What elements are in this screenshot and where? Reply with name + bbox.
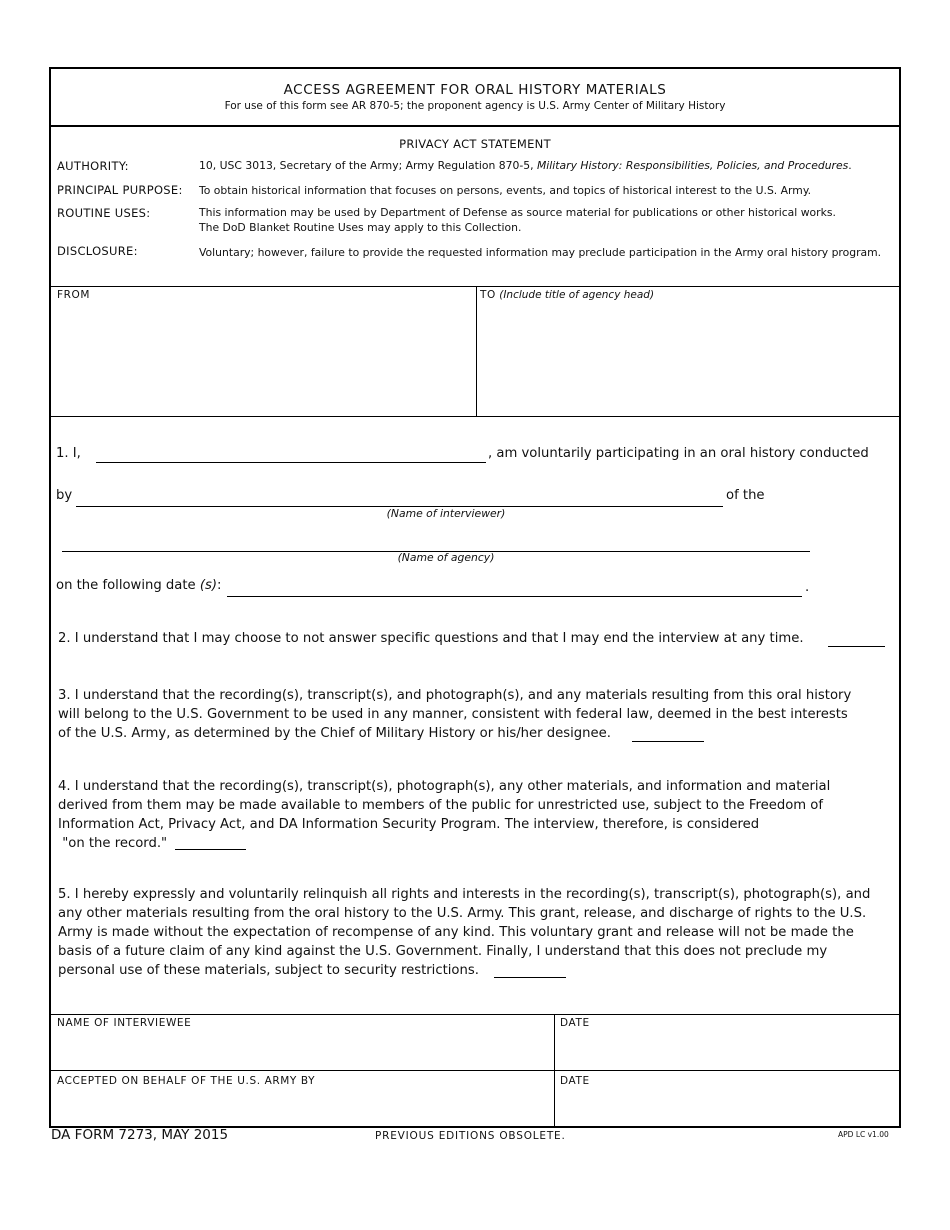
- item2-text: 2. I understand that I may choose to not answer specific questions and that I may end the interview at any time.: [58, 631, 804, 646]
- date-period: .: [805, 580, 810, 595]
- interviewee-date-label: DATE: [560, 1017, 590, 1029]
- interviewee-name-label: NAME OF INTERVIEWEE: [57, 1017, 192, 1029]
- item5-line-3: Army is made without the expectation of recompense of any kind. This voluntary grant and release will not be made the: [58, 925, 854, 940]
- authority-text: 10, USC 3013, Secretary of the Army; Army Regulation 870-5, Military History: Responsibilities, Policies, and Procedures.: [199, 159, 852, 172]
- purpose-label: PRINCIPAL PURPOSE:: [57, 183, 183, 197]
- item3-initials-line[interactable]: [632, 741, 704, 742]
- interviewee-name-line[interactable]: [96, 462, 486, 463]
- from-label: FROM: [57, 289, 91, 301]
- item3-line-3: of the U.S. Army, as determined by the Chief of Military History or his/her designee.: [58, 726, 611, 741]
- to-field[interactable]: [480, 301, 892, 413]
- divider: [51, 125, 899, 127]
- date-lead: on the following date (s):: [56, 578, 222, 593]
- accepted-by-label: ACCEPTED ON BEHALF OF THE U.S. ARMY BY: [57, 1075, 316, 1087]
- divider: [51, 1070, 899, 1071]
- item1-text: , am voluntarily participating in an oral history conducted: [488, 446, 869, 461]
- authority-label: AUTHORITY:: [57, 159, 129, 173]
- to-label: TO (Include title of agency head): [480, 289, 655, 301]
- item4-line-3: Information Act, Privacy Act, and DA Information Security Program. The interview, therefore, is considered: [58, 817, 760, 832]
- form-frame: [49, 67, 901, 1128]
- purpose-text: To obtain historical information that focuses on persons, events, and topics of historical interest to the U.S. Army.: [199, 184, 812, 197]
- item1-lead: 1. I,: [56, 446, 81, 461]
- item5-line-1: 5. I hereby expressly and voluntarily relinquish all rights and interests in the recording(s), transcript(s), photograph(s), and: [58, 887, 871, 902]
- routine-uses-label: ROUTINE USES:: [57, 206, 151, 220]
- item5-line-2: any other materials resulting from the oral history to the U.S. Army. This grant, release, and discharge of rights to the U.S.: [58, 906, 867, 921]
- item4-line-4: "on the record.": [58, 836, 168, 851]
- accepted-by-field[interactable]: [57, 1087, 547, 1123]
- item2-initials-line[interactable]: [828, 646, 885, 647]
- routine-uses-line-2: The DoD Blanket Routine Uses may apply to this Collection.: [199, 221, 522, 234]
- interviewee-date-field[interactable]: [560, 1029, 892, 1067]
- divider: [51, 1014, 899, 1015]
- accepted-date-label: DATE: [560, 1075, 590, 1087]
- item1-of-the: of the: [726, 488, 765, 503]
- item4-line-2: derived from them may be made available to members of the public for unrestricted use, subject to the Freedom of: [58, 798, 824, 813]
- version-tag: APD LC v1.00: [838, 1130, 889, 1139]
- item5-line-4: basis of a future claim of any kind against the U.S. Government. Finally, I understand that this does not preclude my: [58, 944, 828, 959]
- divider: [51, 286, 899, 287]
- divider: [51, 416, 899, 417]
- form-title: ACCESS AGREEMENT FOR ORAL HISTORY MATERIALS: [283, 82, 667, 98]
- item3-line-1: 3. I understand that the recording(s), transcript(s), and photograph(s), and any materials resulting from this oral history: [58, 688, 852, 703]
- interviewee-name-field[interactable]: [57, 1029, 547, 1067]
- disclosure-label: DISCLOSURE:: [57, 244, 138, 258]
- item5-line-5: personal use of these materials, subject to security restrictions.: [58, 963, 479, 978]
- item1-by: by: [56, 488, 73, 503]
- item3-line-2: will belong to the U.S. Government to be used in any manner, consistent with federal law, deemed in the best interests: [58, 707, 848, 722]
- item4-line-1: 4. I understand that the recording(s), transcript(s), photograph(s), any other materials, and information and material: [58, 779, 831, 794]
- from-field[interactable]: [57, 301, 467, 413]
- privacy-act-title: PRIVACY ACT STATEMENT: [399, 137, 551, 151]
- previous-editions-note: PREVIOUS EDITIONS OBSOLETE.: [375, 1130, 566, 1142]
- disclosure-text: Voluntary; however, failure to provide the requested information may preclude participation in the Army oral history program.: [199, 246, 882, 259]
- interview-date-line[interactable]: [227, 596, 802, 597]
- divider: [476, 286, 477, 416]
- form-number: DA FORM 7273, MAY 2015: [51, 1127, 229, 1143]
- agency-caption: (Name of agency): [397, 551, 495, 564]
- form-subtitle: For use of this form see AR 870-5; the proponent agency is U.S. Army Center of Military History: [224, 100, 726, 112]
- item4-initials-line[interactable]: [175, 849, 246, 850]
- accepted-date-field[interactable]: [560, 1087, 892, 1123]
- interviewer-caption: (Name of interviewer): [386, 507, 506, 520]
- routine-uses-line-1: This information may be used by Department of Defense as source material for publications or other historical works.: [199, 206, 836, 219]
- item5-initials-line[interactable]: [494, 977, 566, 978]
